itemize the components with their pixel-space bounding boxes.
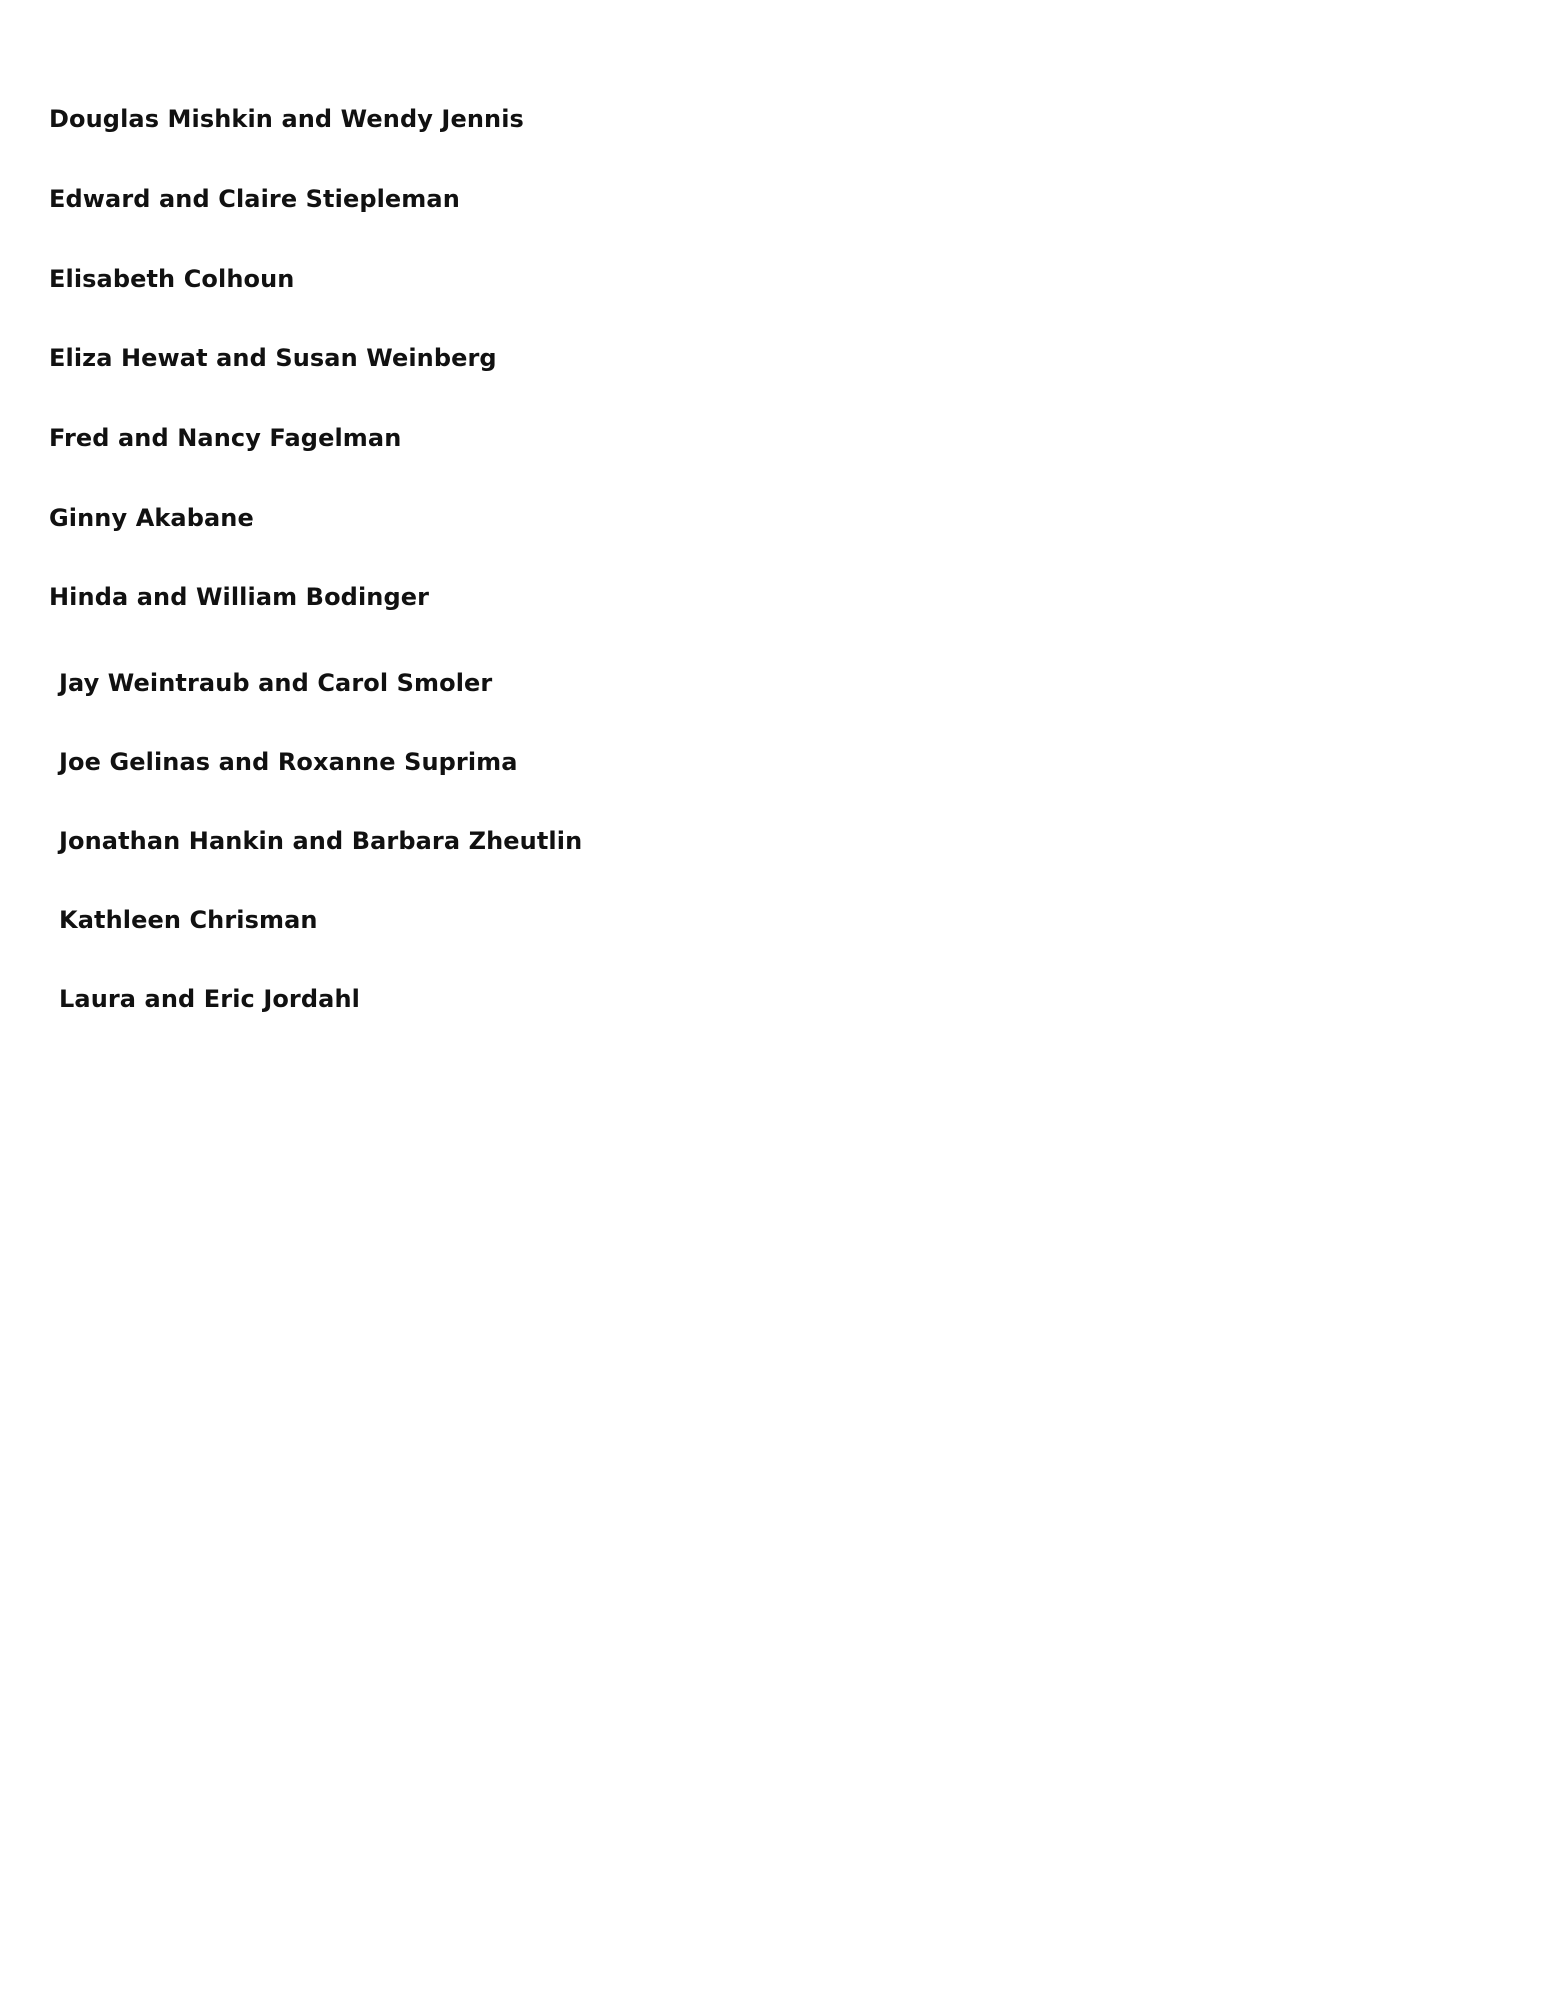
donor-name: Joe Gelinas and Roxanne Suprima <box>59 748 518 776</box>
donor-name: Douglas Mishkin and Wendy Jennis <box>49 105 524 133</box>
donor-name: Jonathan Hankin and Barbara Zheutlin <box>59 827 583 855</box>
donor-name: Ginny Akabane <box>49 504 254 532</box>
donor-name: Jay Weintraub and Carol Smoler <box>59 669 493 697</box>
donor-name: Fred and Nancy Fagelman <box>49 424 402 452</box>
donor-name: Hinda and William Bodinger <box>49 583 430 611</box>
donor-name: Kathleen Chrisman <box>59 906 318 934</box>
donor-name: Edward and Claire Stiepleman <box>49 185 460 213</box>
donor-name: Elisabeth Colhoun <box>49 265 295 293</box>
donor-name: Laura and Eric Jordahl <box>59 985 360 1013</box>
donor-name: Eliza Hewat and Susan Weinberg <box>49 344 497 372</box>
